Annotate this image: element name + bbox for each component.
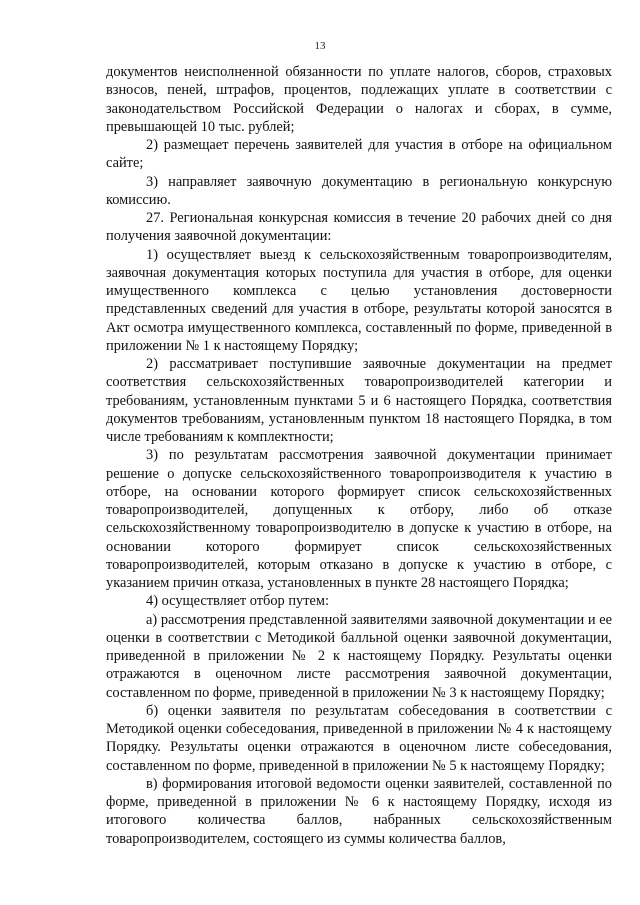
paragraph-item-2: 2) размещает перечень заявителей для участия в отборе на официальном сайте; — [106, 137, 612, 172]
paragraph-subitem-v: в) формирования итоговой ведомости оценки заявителей, составленной по форме, приведенной в приложении № 6 к настоящему Порядку, исходя из итогового количества баллов, набранных сельскохозяйственным товаропроизводителем, состоящего из суммы количества баллов, — [106, 775, 612, 847]
paragraph-27-item-4: 4) осуществляет отбор путем: — [146, 593, 329, 610]
paragraph-clause-27: 27. Региональная конкурсная комиссия в течение 20 рабочих дней со дня получения заявочной документации: — [106, 210, 612, 245]
paragraph-27-item-1: 1) осуществляет выезд к сельскохозяйственным товаропроизводителям, заявочная документация которых поступила для участия в отборе, для оценки имущественного комплекса с целью установления достоверности представленных сведений для участия в отборе, результаты которой заносятся в Акт осмотра имущественного комплекса, составленный по форме, приведенной в приложении № 1 к настоящему Порядку; — [106, 246, 612, 354]
paragraph-item-3: 3) направляет заявочную документацию в региональную конкурсную комиссию. — [106, 173, 612, 208]
document-body — [106, 63, 612, 848]
paragraph-subitem-a: а) рассмотрения представленной заявителями заявочной документации и ее оценки в соответствии с Методикой балльной оценки заявочной документации, приведенной в приложении № 2 к настоящему Порядку. Результаты оценки отражаются в оценочном листе рассмотрения заявочной документации, составленном по форме, приведенной в приложении № 3 к настоящему Порядку; — [106, 611, 612, 701]
page-number: 13 — [314, 40, 326, 52]
paragraph-continuation: документов неисполненной обязанности по уплате налогов, сборов, страховых взносов, пеней, штрафов, процентов, подлежащих уплате в соответствии с законодательством Российской Федерации о налогах и сборах, в сумме, превышающей 10 тыс. рублей; — [106, 64, 612, 135]
paragraph-27-item-3: 3) по результатам рассмотрения заявочной документации принимает решение о допуске сельскохозяйственного товаропроизводителя к участию в отборе, на основании которого формирует список сельскохозяйственных товаропроизводителей, допущенных к отбору, либо об отказе сельскохозяйственному товаропроизводителю в допуске к участию в отборе, на основании которого формирует список сельскохозяйственных товаропроизводителей, которым отказано в допуске к участию в отборе, с указанием причин отказа, установленных в пункте 28 настоящего Порядка; — [106, 447, 612, 591]
paragraph-subitem-b: б) оценки заявителя по результатам собеседования в соответствии с Методикой оценки собеседования, приведенной в приложении № 4 к настоящему Порядку. Результаты оценки отражаются в оценочном листе собеседования, составленном по форме, приведенной в приложении № 5 к настоящему Порядку; — [106, 702, 612, 774]
paragraph-27-item-2: 2) рассматривает поступившие заявочные документации на предмет соответствия сельскохозяйственных товаропроизводителей категории и требованиям, установленным пунктами 5 и 6 настоящего Порядка, соответствия документов требованиям, установленным пунктом 18 настоящего Порядка, в том числе требованиям к комплектности; — [106, 356, 612, 445]
